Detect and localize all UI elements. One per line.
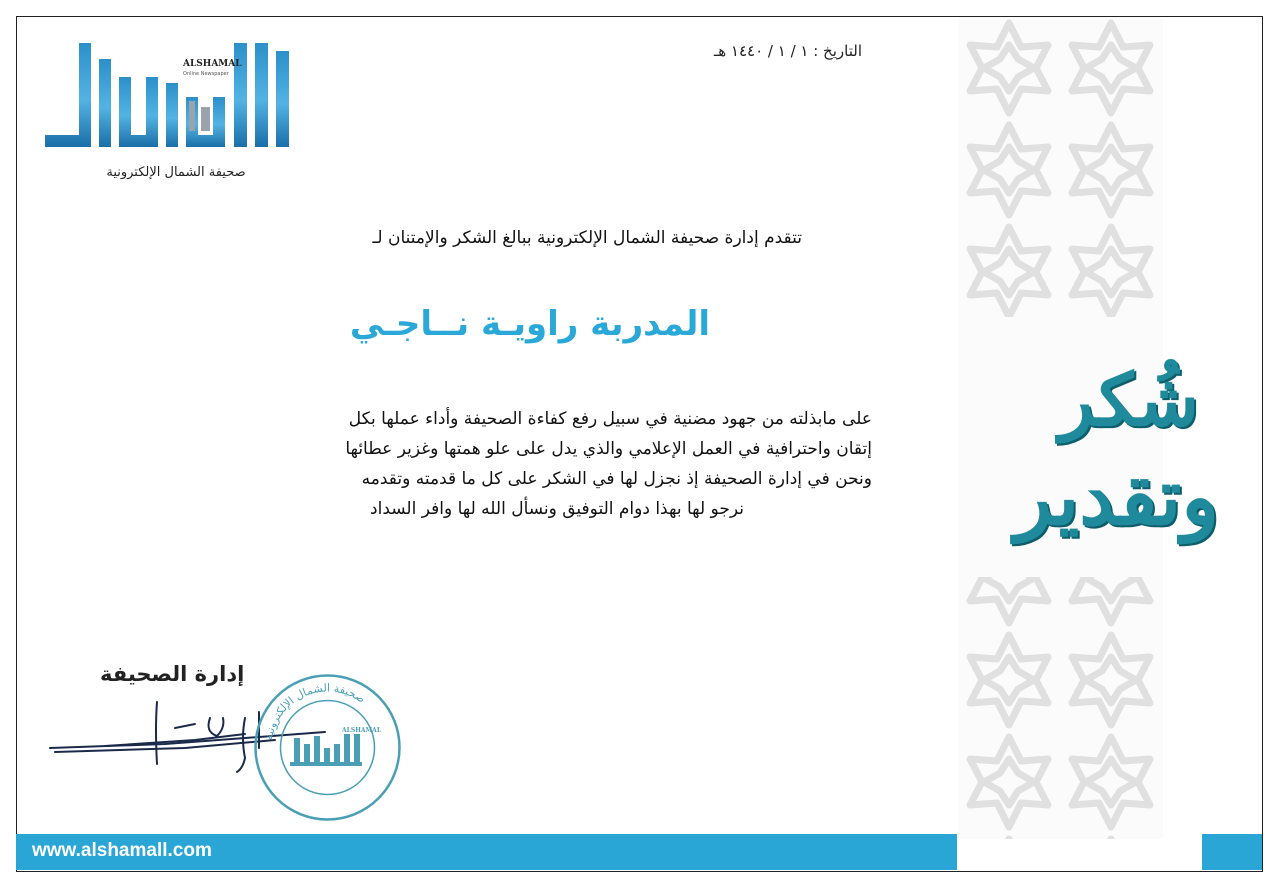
- logo-arabic-subtitle: صحيفة الشمال الإلكترونية: [106, 165, 246, 180]
- signature-title: إدارة الصحيفة: [100, 662, 245, 686]
- body-line: على مابذلته من جهود مضنية في سبيل رفع كفاءة الصحيفة وأداء عملها بكل: [348, 409, 872, 429]
- stamp-seal-graphic: [250, 670, 405, 825]
- footer-bar-right-segment: [1202, 834, 1262, 870]
- appreciation-word: وتقدير: [1014, 452, 1219, 543]
- honoree-name: المدربة راويـة نــاجـي: [349, 304, 710, 344]
- alshamal-logo: [41, 37, 293, 197]
- certificate-date: التاريخ : ١ / ١ / ١٤٤٠ هـ: [713, 42, 862, 60]
- logo-graphic-icon: [41, 37, 293, 157]
- thanks-calligraphy: [929, 347, 1229, 577]
- website-url: www.alshamall.com: [32, 840, 212, 861]
- body-line: نرجو لها بهذا دوام التوفيق ونسأل الله لها وافر السداد: [370, 499, 744, 519]
- intro-text: تتقدم إدارة صحيفة الشمال الإلكترونية ببالغ الشكر والإمتنان لـ: [372, 228, 802, 248]
- footer-bar: [16, 834, 957, 870]
- body-line: إتقان واحترافية في العمل الإعلامي والذي يدل على علو همتها وغزير عطائها: [345, 439, 872, 459]
- stamp-ring-text: صحيفة الشمال الإلكترونية: [262, 681, 368, 742]
- stamp-english-text: ALSHAMAL: [342, 727, 382, 734]
- logo-english-subtitle: Online Newspaper: [183, 71, 229, 77]
- thanks-word: شُكر: [1059, 357, 1199, 442]
- certificate-body: [62, 404, 872, 524]
- official-stamp: [250, 670, 405, 825]
- logo-english-title: ALSHAMAL: [183, 59, 242, 69]
- body-line: ونحن في إدارة الصحيفة إذ نجزل لها في الشكر على كل ما قدمته وتقدمه: [361, 469, 872, 489]
